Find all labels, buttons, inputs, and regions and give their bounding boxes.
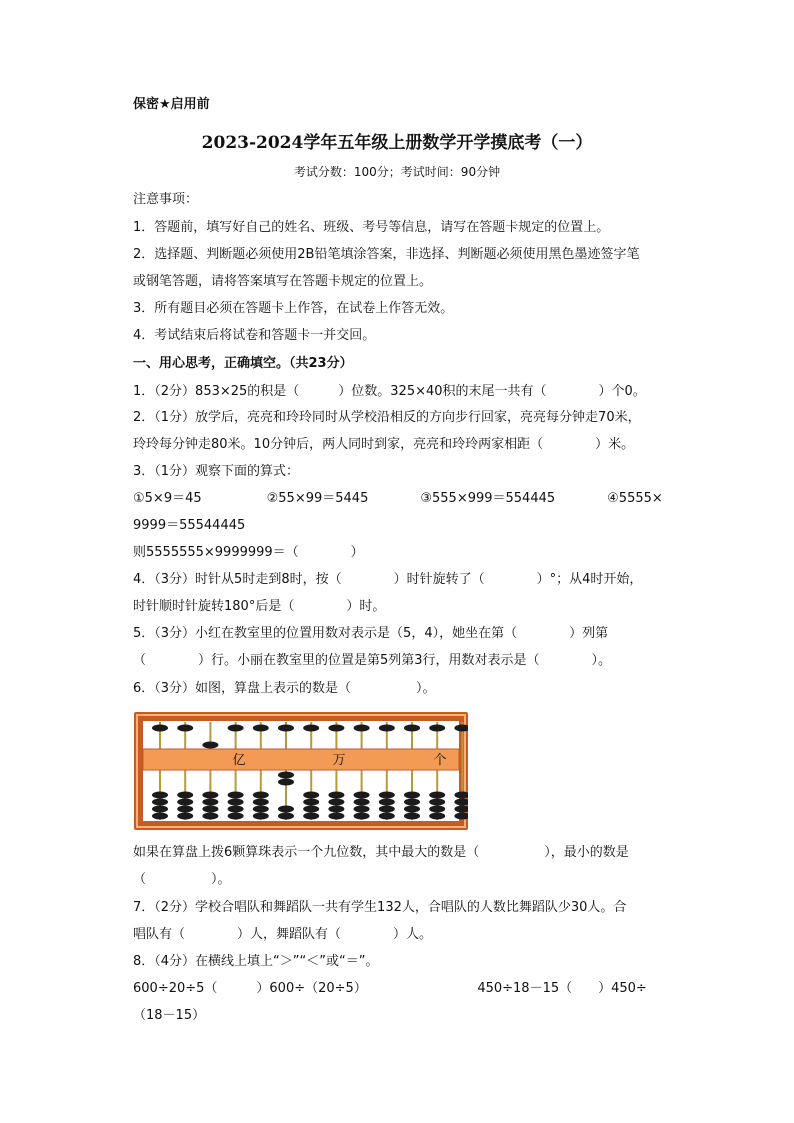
abacus-bead bbox=[152, 806, 168, 813]
notes-heading: 注意事项： bbox=[133, 192, 199, 207]
abacus-bead bbox=[354, 799, 370, 806]
abacus-bead bbox=[228, 799, 244, 806]
question-line: 9999＝55544445 bbox=[133, 518, 246, 533]
abacus-bead bbox=[379, 813, 395, 820]
abacus-bead bbox=[202, 806, 218, 813]
question-line: （18－15） bbox=[133, 1008, 206, 1023]
abacus-bead bbox=[202, 799, 218, 806]
question-line: （ ）行。小丽在教室里的位置是第5列第3行，用数对表示是（ ）。 bbox=[133, 653, 612, 668]
abacus-beam bbox=[143, 749, 459, 770]
abacus-bead bbox=[429, 792, 445, 799]
exam-subtitle: 考试分数：100分；考试时间：90分钟 bbox=[293, 165, 501, 179]
abacus-bead bbox=[253, 725, 269, 732]
abacus-label-ge: 个 bbox=[433, 753, 447, 768]
abacus-bead bbox=[228, 725, 244, 732]
abacus-bead bbox=[429, 806, 445, 813]
abacus-bead bbox=[429, 799, 445, 806]
note-item: 1．答题前，填写好自己的姓名、班级、考号等信息，请写在答题卡规定的位置上。 bbox=[133, 220, 610, 235]
note-item: 或钢笔答题，请将答案填写在答题卡规定的位置上。 bbox=[133, 274, 433, 289]
abacus-bead bbox=[404, 806, 420, 813]
abacus-bead bbox=[328, 806, 344, 813]
abacus-bead bbox=[303, 806, 319, 813]
abacus-bead bbox=[177, 799, 193, 806]
abacus-label-yi: 亿 bbox=[232, 753, 246, 768]
question-line: 时针顺时针旋转180°后是（ ）时。 bbox=[133, 599, 386, 614]
abacus-bead bbox=[354, 725, 370, 732]
question-line: ①5×9＝45 ②55×99＝5445 ③555×999＝554445 ④5555× bbox=[133, 491, 663, 506]
abacus-bead bbox=[354, 813, 370, 820]
abacus-bead bbox=[429, 725, 445, 732]
abacus-bead bbox=[253, 806, 269, 813]
abacus-bead bbox=[328, 792, 344, 799]
confidential-label: 保密★启用前 bbox=[133, 97, 210, 112]
question-line: 1．（2分）853×25的积是（ ）位数。325×40积的末尾一共有（ ）个0。 bbox=[133, 384, 646, 399]
exam-title: 2023-2024学年五年级上册数学开学摸底考（一） bbox=[201, 133, 593, 153]
question-line: 唱队有（ ）人，舞蹈队有（ ）人。 bbox=[133, 927, 433, 942]
abacus-bead bbox=[278, 772, 294, 779]
question-line: 如果在算盘上拨6颗算珠表示一个九位数，其中最大的数是（ ），最小的数是 bbox=[133, 845, 629, 860]
question-line: 玲玲每分钟走80米。10分钟后，两人同时到家，亮亮和玲玲两家相距（ ）米。 bbox=[133, 437, 635, 452]
abacus-bead bbox=[228, 813, 244, 820]
abacus-bead bbox=[328, 799, 344, 806]
abacus-bead bbox=[303, 813, 319, 820]
abacus-bead bbox=[379, 799, 395, 806]
question-line: 则5555555×9999999＝（ ） bbox=[133, 545, 364, 560]
abacus-bead bbox=[303, 792, 319, 799]
abacus-bead bbox=[354, 806, 370, 813]
abacus-bead bbox=[152, 799, 168, 806]
abacus-bead bbox=[379, 792, 395, 799]
abacus-bead bbox=[429, 813, 445, 820]
abacus-bead bbox=[278, 813, 294, 820]
abacus-bead bbox=[253, 813, 269, 820]
abacus-bead bbox=[278, 725, 294, 732]
abacus-bead bbox=[177, 792, 193, 799]
question-line: 8．（4分）在横线上填上“＞”“＜”或“＝”。 bbox=[133, 954, 379, 969]
abacus-bead bbox=[303, 725, 319, 732]
abacus-bead bbox=[328, 725, 344, 732]
abacus-bead bbox=[228, 806, 244, 813]
note-item: 2．选择题、判断题必须使用2B铅笔填涂答案，非选择、判断题必须使用黑色墨迹签字笔 bbox=[133, 247, 640, 262]
abacus-bead bbox=[152, 792, 168, 799]
question-line: 6．（3分）如图，算盘上表示的数是（ ）。 bbox=[133, 681, 436, 696]
abacus-bead bbox=[202, 792, 218, 799]
abacus-bead bbox=[202, 742, 218, 749]
abacus-bead bbox=[404, 792, 420, 799]
abacus-bead bbox=[152, 725, 168, 732]
abacus-label-wan: 万 bbox=[332, 753, 346, 768]
abacus-bead bbox=[152, 813, 168, 820]
question-line: 600÷20÷5（ ）600÷（20÷5） 450÷18－15（ ）450÷ bbox=[133, 981, 647, 996]
question-line: 2．（1分）放学后，亮亮和玲玲同时从学校沿相反的方向步行回家，亮亮每分钟走70米， bbox=[133, 410, 641, 425]
abacus-bead bbox=[404, 725, 420, 732]
abacus-bead bbox=[278, 806, 294, 813]
abacus-bead bbox=[379, 725, 395, 732]
question-line: 5．（3分）小红在教室里的位置用数对表示是（5，4），她坐在第（ ）列第 bbox=[133, 626, 609, 641]
question-line: （ ）。 bbox=[133, 872, 231, 887]
note-item: 4．考试结束后将试卷和答题卡一并交回。 bbox=[133, 328, 376, 343]
abacus-bead bbox=[177, 813, 193, 820]
abacus-bead bbox=[177, 725, 193, 732]
abacus-bead bbox=[404, 799, 420, 806]
abacus-bead bbox=[177, 806, 193, 813]
abacus-bead bbox=[379, 806, 395, 813]
abacus-bead bbox=[354, 792, 370, 799]
abacus-bead bbox=[253, 799, 269, 806]
abacus-bead bbox=[303, 799, 319, 806]
question-line: 4．（3分）时针从5时走到8时，按（ ）时针旋转了（ ）°；从4时开始， bbox=[133, 572, 643, 587]
abacus-bead bbox=[328, 813, 344, 820]
section-heading: 一、用心思考，正确填空。（共23分） bbox=[133, 356, 353, 371]
abacus-bead bbox=[202, 813, 218, 820]
abacus-bead bbox=[278, 779, 294, 786]
question-line: 3．（1分）观察下面的算式： bbox=[133, 464, 300, 479]
abacus-bead bbox=[253, 792, 269, 799]
abacus-figure bbox=[134, 712, 468, 830]
question-line: 7．（2分）学校合唱队和舞蹈队一共有学生132人，合唱队的人数比舞蹈队少30人。合 bbox=[133, 900, 627, 915]
note-item: 3．所有题目必须在答题卡上作答，在试卷上作答无效。 bbox=[133, 301, 454, 316]
abacus-bead bbox=[228, 792, 244, 799]
abacus-bead bbox=[404, 813, 420, 820]
